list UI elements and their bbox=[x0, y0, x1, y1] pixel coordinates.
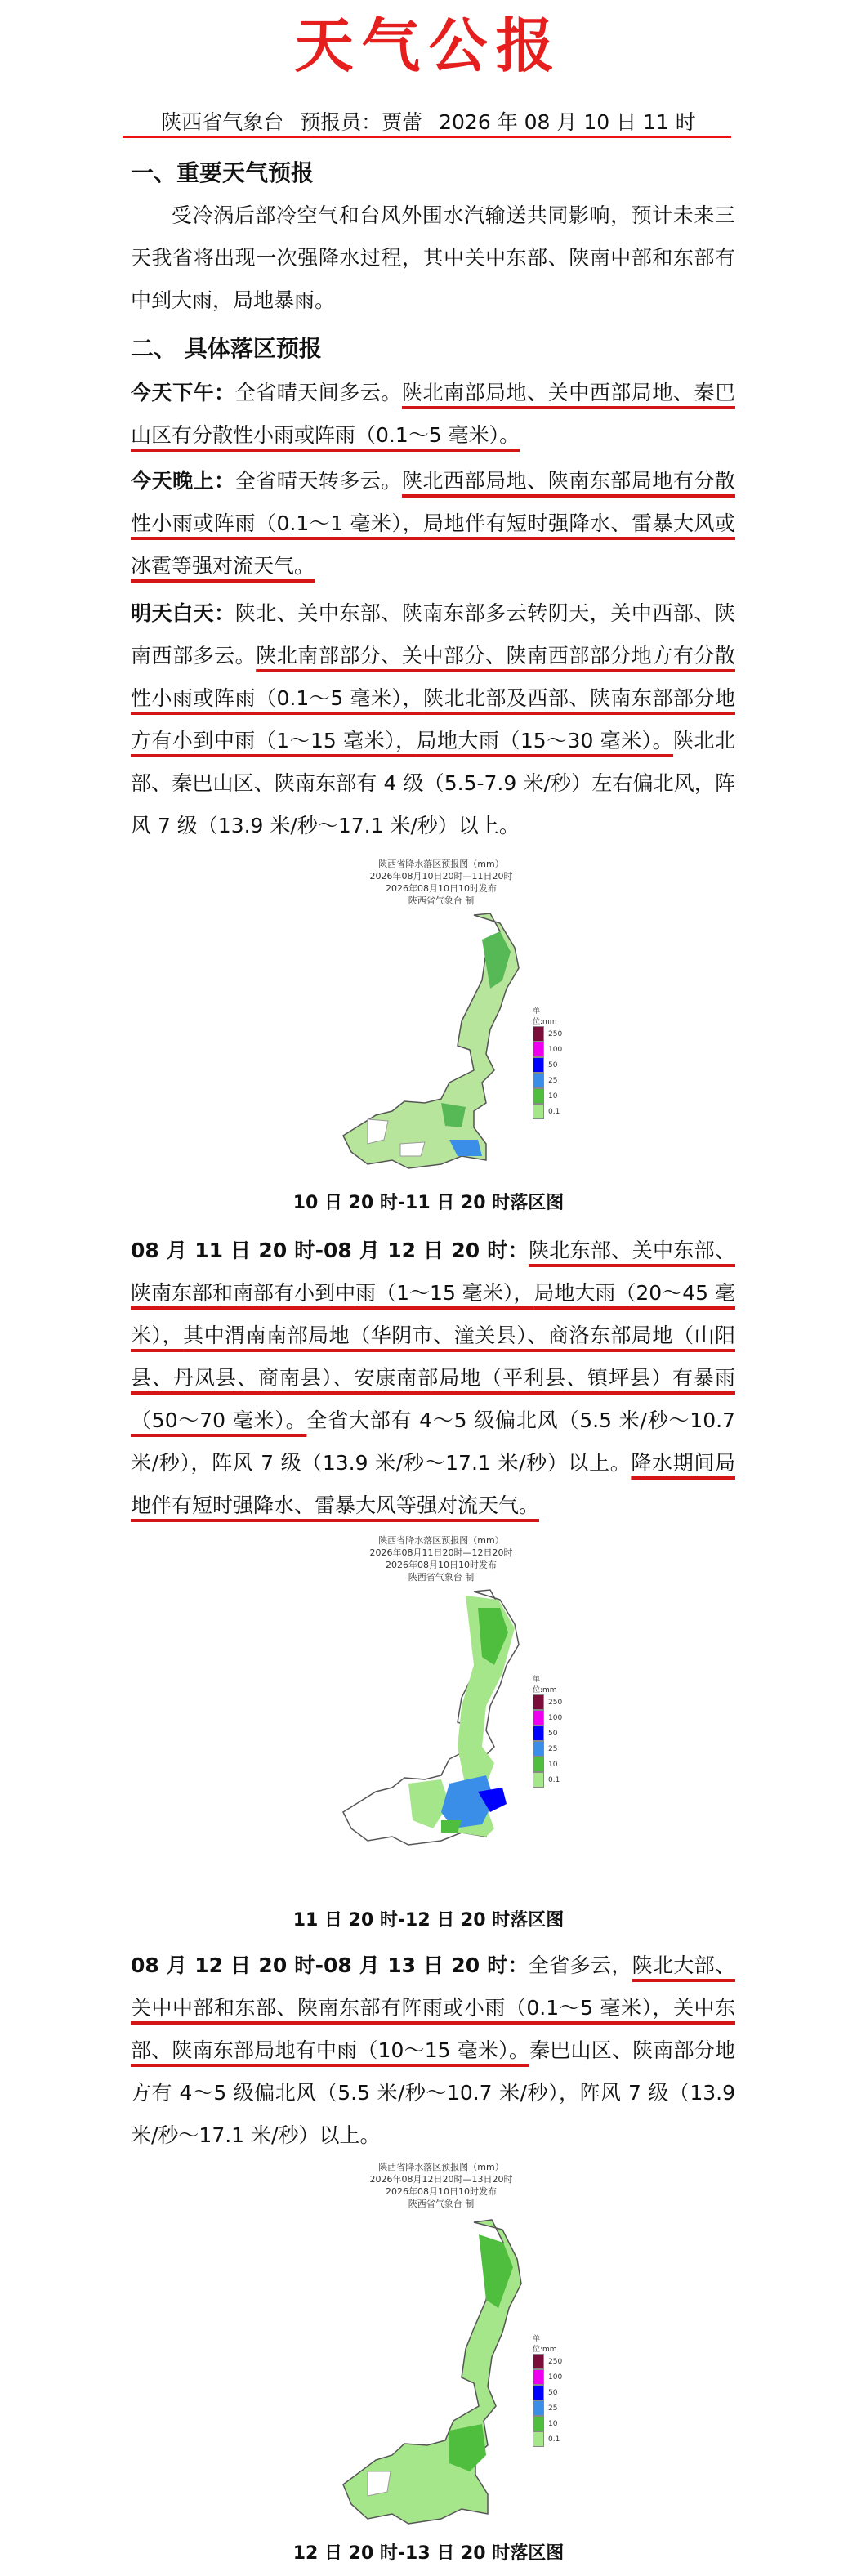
map3-title: 陕西省降水落区预报图（mm） bbox=[378, 2162, 504, 2172]
rain-map-1 bbox=[319, 858, 564, 1181]
period2-text4: 全省大部有 4～5 级偏北风（5.5 米/秒～10.7 米/秒），阵风 7 级（13.9 米/秒～17.1 米/秒）以上。 bbox=[131, 1409, 735, 1475]
tomorrow-day-text4: 局地大雨（15～30 毫米）。 bbox=[416, 729, 674, 752]
tomorrow-day-label: 明天白天： bbox=[131, 601, 235, 625]
map3-legend: 单位:mm 250 100 50 25 10 0.1 bbox=[533, 2333, 564, 2447]
map2-period: 2026年08月11日20时—12日20时 bbox=[369, 1547, 513, 1558]
period3-text1: 全省多云， bbox=[528, 1953, 632, 1977]
map2-issued: 2026年08月10日10时发布 bbox=[386, 1560, 497, 1570]
map1-shaanxi-shape bbox=[319, 907, 564, 1181]
map1-caption: 10 日 20 时-11 日 20 时落区图 bbox=[292, 1193, 565, 1213]
map1-figure bbox=[319, 907, 564, 1181]
period2-paragraph bbox=[131, 1230, 735, 1527]
tomorrow-day-text5: 陕北北部、秦巴山区、陕南东部有 4 级（5.5-7.9 米/秒）左右偏北风，阵风 7 级（13.9 米/秒～17.1 米/秒）以上。 bbox=[131, 729, 735, 837]
period2-text1: 陕北东部、关中东部、陕南东部和南部有小到中雨（1～15 毫米）， bbox=[131, 1239, 735, 1305]
today-afternoon-text2: 陕北南部局地、关中西部局地、秦巴山区有分散性小雨或阵雨（0.1～5 毫米）。 bbox=[131, 381, 735, 447]
map3-header bbox=[319, 2161, 564, 2210]
period2-label: 08 月 11 日 20 时-08 月 12 日 20 时： bbox=[131, 1239, 529, 1262]
tomorrow-day-text3: 陕北北部及西部、陕南东部部分地方有小到中雨（1～15 毫米）， bbox=[131, 686, 735, 752]
rain-map-2 bbox=[319, 1534, 564, 1853]
map3-issued: 2026年08月10日10时发布 bbox=[386, 2186, 497, 2197]
legend-title: 单位:mm bbox=[533, 1007, 557, 1026]
map1-title: 陕西省降水落区预报图（mm） bbox=[378, 859, 504, 869]
tomorrow-day-text1: 陕北、关中东部、陕南东部多云转阴天，关中西部、陕南西部多云。 bbox=[131, 601, 735, 667]
map2-maker: 陕西省气象台 制 bbox=[408, 1572, 475, 1583]
tonight-text2: 陕北西部局地、陕南东部局地有分散性小雨或阵雨（0.1～1 毫米）， bbox=[131, 469, 735, 535]
map3-shaanxi-shape bbox=[319, 2210, 564, 2537]
map3-caption: 12 日 20 时-13 日 20 时落区图 bbox=[292, 2543, 565, 2564]
period3-label: 08 月 12 日 20 时-08 月 13 日 20 时： bbox=[131, 1953, 529, 1977]
issue-time: 2026 年 08 月 10 日 11 时 bbox=[439, 110, 696, 134]
bulletin-meta bbox=[0, 106, 857, 136]
tonight-text3: 局地伴有短时强降水、雷暴大风或冰雹等强对流天气。 bbox=[131, 511, 735, 578]
period3-text4: 秦巴山区、陕南部分地方有 4～5 级偏北风（5.5 米/秒～10.7 米/秒），阵风 7 级（13.9 米/秒～17.1 米/秒）以上。 bbox=[131, 2038, 735, 2147]
tomorrow-day-text2: 陕北南部部分、关中部分、陕南西部部分地方有分散性小雨或阵雨（0.1～5 毫米）， bbox=[131, 644, 735, 710]
period2-text5: 降水期间局地伴有短时强降水、雷暴大风等强对流天气。 bbox=[131, 1451, 735, 1517]
period3-text2: 陕北大部、关中中部和东部、陕南东部有阵雨或小雨（0.1～5 毫米）， bbox=[131, 1953, 735, 2020]
forecaster-name: 预报员：贾蕾 bbox=[300, 110, 423, 134]
period3-paragraph bbox=[131, 1944, 735, 2157]
map1-header bbox=[319, 858, 564, 907]
section2-heading: 二、 具体落区预报 bbox=[131, 335, 322, 362]
map2-caption: 11 日 20 时-12 日 20 时落区图 bbox=[292, 1910, 565, 1931]
header-divider bbox=[123, 136, 731, 138]
map2-legend: 单位:mm 250 100 50 25 10 0.1 bbox=[533, 1673, 564, 1788]
rain-map-3 bbox=[319, 2161, 564, 2537]
map1-period: 2026年08月10日20时—11日20时 bbox=[369, 871, 513, 882]
map3-figure bbox=[319, 2210, 564, 2537]
legend-title: 单位:mm bbox=[533, 1676, 557, 1694]
map2-header bbox=[319, 1534, 564, 1583]
tonight-paragraph bbox=[131, 460, 735, 587]
tomorrow-day-paragraph bbox=[131, 592, 735, 847]
map1-issued: 2026年08月10日10时发布 bbox=[386, 883, 497, 894]
section1-body: 受冷涡后部冷空气和台风外围水汽输送共同影响，预计未来三天我省将出现一次强降水过程，其中关中东部、陕南中部和东部有中到大雨，局地暴雨。 bbox=[131, 203, 735, 312]
map2-figure bbox=[319, 1583, 564, 1853]
today-afternoon-label: 今天下午： bbox=[131, 381, 235, 404]
map2-title: 陕西省降水落区预报图（mm） bbox=[378, 1535, 504, 1546]
period2-text2: 局地大雨（20～45 毫米）， bbox=[131, 1281, 736, 1347]
today-afternoon-paragraph bbox=[131, 372, 735, 457]
period2-text3: 其中渭南南部局地（华阴市、潼关县）、商洛东部局地（山阳县、丹凤县、商南县）、安康南部局地（平利县、镇坪县）有暴雨（50～70 毫米）。 bbox=[131, 1324, 735, 1432]
tonight-text1: 全省晴天转多云。 bbox=[234, 469, 402, 493]
legend-title: 单位:mm bbox=[533, 2335, 557, 2354]
map1-maker: 陕西省气象台 制 bbox=[408, 895, 475, 906]
map2-shaanxi-shape bbox=[319, 1583, 564, 1853]
map3-maker: 陕西省气象台 制 bbox=[408, 2199, 475, 2209]
map1-legend: 单位:mm 250 100 50 25 10 0.1 bbox=[533, 1005, 564, 1119]
tonight-label: 今天晚上： bbox=[131, 469, 235, 493]
map3-period: 2026年08月12日20时—13日20时 bbox=[369, 2174, 513, 2185]
today-afternoon-text1: 全省晴天间多云。 bbox=[234, 381, 402, 404]
section1-heading: 一、重要天气预报 bbox=[131, 159, 315, 186]
agency-name: 陕西省气象台 bbox=[161, 110, 284, 134]
bulletin-title: 天气公报 bbox=[294, 11, 563, 80]
period3-text3: 关中东部、陕南东部局地有中雨（10～15 毫米）。 bbox=[131, 1996, 735, 2062]
